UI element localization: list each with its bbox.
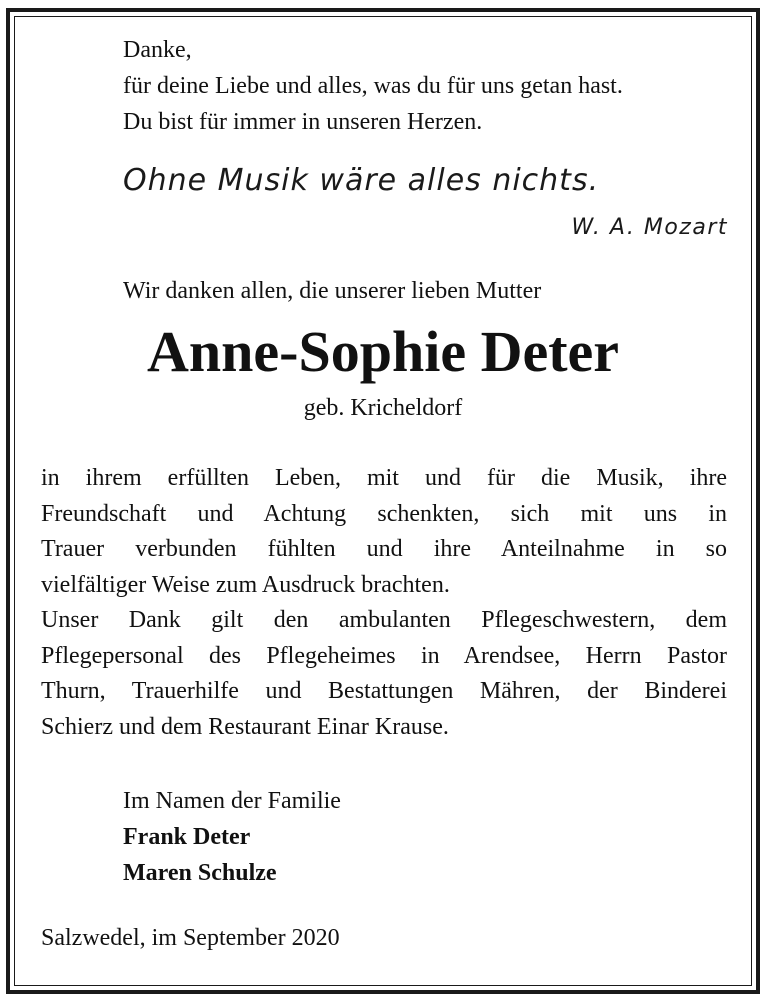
body-line: in ihrem erfüllten Leben, mit und für die Musik, ihre	[41, 465, 727, 491]
signer-name: Maren Schulze	[123, 860, 277, 886]
thanks-line: für deine Liebe und alles, was du für uns getan hast.	[123, 73, 623, 99]
deceased-name: Anne-Sophie Deter	[146, 319, 619, 384]
closing-line: Im Namen der Familie	[123, 788, 341, 814]
thanks-line: Du bist für immer in unseren Herzen.	[123, 109, 483, 135]
closing-block	[123, 783, 341, 891]
quote-text: Ohne Musik wäre alles nichts.	[123, 163, 600, 198]
body-line: Unser Dank gilt den ambulanten Pflegeschwestern, dem	[41, 607, 727, 633]
body-line: Thurn, Trauerhilfe und Bestattungen Mähren, der Binderei	[41, 678, 727, 704]
thanks-block	[123, 32, 623, 140]
body-text	[41, 461, 727, 745]
signer-name: Frank Deter	[123, 824, 251, 850]
body-line: Freundschaft und Achtung schenkten, sich mit uns in	[41, 500, 727, 527]
maiden-name: geb. Kricheldorf	[303, 395, 463, 421]
intro-line: Wir danken allen, die unserer lieben Mutter	[123, 278, 542, 304]
body-line: Pflegepersonal des Pflegeheimes in Arendsee, Herrn Pastor	[41, 642, 727, 669]
thanks-line: Danke,	[123, 37, 192, 63]
body-line: Trauer verbunden fühlten und ihre Anteilnahme in so	[41, 536, 727, 562]
quote-author: W. A. Mozart	[571, 215, 728, 240]
body-line: Schierz und dem Restaurant Einar Krause.	[41, 713, 449, 740]
body-line: vielfältiger Weise zum Ausdruck brachten.	[41, 571, 450, 598]
place-date: Salzwedel, im September 2020	[41, 925, 340, 951]
